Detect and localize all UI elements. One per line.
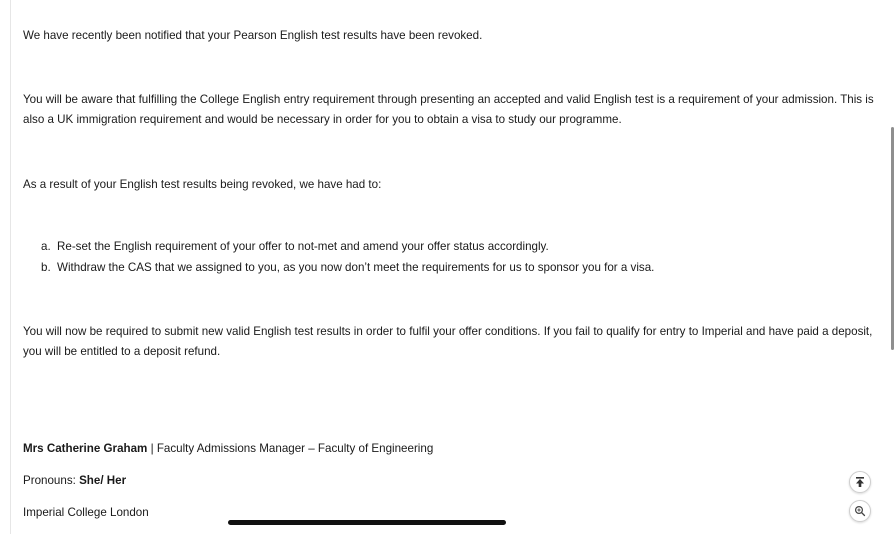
- pronouns-value: She/ Her: [79, 474, 127, 487]
- actions-list: [41, 237, 654, 279]
- list-marker: a.: [41, 240, 51, 253]
- list-item: [41, 237, 654, 258]
- paragraph-requirement: You will be aware that fulfilling the College English entry requirement through presenting an accepted and valid English test is a requirement of your admission. This is also a UK immigration requirement and would be necessary in order for you to obtain a visa to study our programme.: [23, 93, 874, 126]
- signature-organisation: Imperial College London: [23, 506, 149, 519]
- home-indicator: [228, 520, 506, 525]
- scroll-to-top-button[interactable]: [849, 471, 871, 493]
- signature-name: Mrs Catherine Graham: [23, 442, 148, 455]
- signature-line: [23, 439, 433, 459]
- list-item-text: Re-set the English requirement of your offer to not-met and amend your offer status accordingly.: [57, 240, 549, 253]
- scroll-to-top-icon: [854, 476, 866, 488]
- pronouns-label: Pronouns:: [23, 474, 80, 487]
- list-marker: b.: [41, 261, 51, 274]
- paragraph-next-steps: You will now be required to submit new valid English test results in order to fulfil your offer conditions. If you fail to qualify for entry to Imperial and have paid a deposit, you will be entitled to a deposit refund.: [23, 325, 873, 358]
- paragraph-actions-intro: As a result of your English test results being revoked, we have had to:: [23, 178, 382, 191]
- left-border: [10, 0, 11, 534]
- zoom-icon: [854, 505, 866, 517]
- zoom-button[interactable]: [849, 500, 871, 522]
- list-item-text: Withdraw the CAS that we assigned to you, as you now don’t meet the requirements for us to sponsor you for a visa.: [57, 261, 655, 274]
- list-item: [41, 258, 654, 279]
- vertical-scrollbar[interactable]: [891, 127, 894, 350]
- paragraph-notification: We have recently been notified that your Pearson English test results have been revoked.: [23, 29, 483, 42]
- signature-role: Faculty Admissions Manager – Faculty of Engineering: [156, 442, 434, 455]
- signature-separator: |: [147, 442, 157, 455]
- signature-pronouns: [23, 471, 126, 491]
